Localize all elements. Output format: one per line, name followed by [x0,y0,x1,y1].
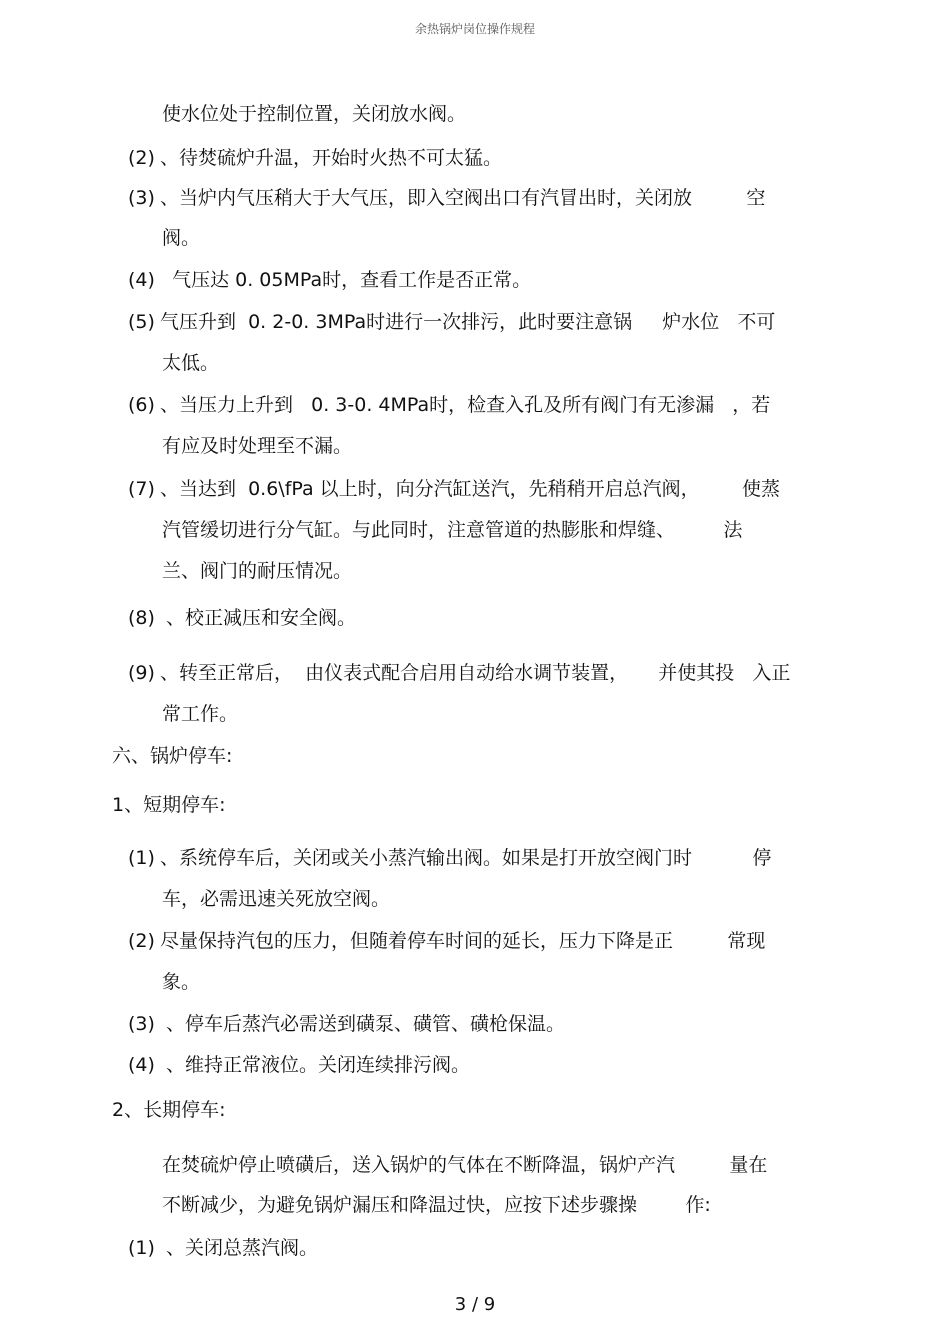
item-text: 、系统停车后，关闭或关小蒸汽输出阀。如果是打开放空阀门时 停 [160,847,772,869]
item-number: (3) [128,1013,155,1035]
item-text: 尽量保持汽包的压力，但随着停车时间的延长，压力下降是正 常现 [160,930,766,952]
line-text: 不断减少，为避免锅炉漏压和降温过快，应按下述步骤操 作: [162,1194,711,1216]
item-number: (7) [128,478,155,500]
line-text: 太低。 [162,352,220,374]
item-text: 气压达 0. 05MPa时，查看工作是否正常。 [160,269,532,291]
item-text: 、维持正常液位。关闭连续排污阀。 [160,1054,471,1076]
item-text: 、当达到 0.6\fPa 以上时，向分汽缸送汽，先稍稍开启总汽阀， 使蒸 [160,478,780,500]
line-text: 使水位处于控制位置，关闭放水阀。 [162,103,467,125]
item-text: 、待焚硫炉升温，开始时火热不可太猛。 [160,147,503,169]
item-text: 、校正减压和安全阀。 [160,607,357,629]
line-text: 汽管缓切进行分气缸。与此同时，注意管道的热膨胀和焊缝、 法 [162,519,743,541]
heading-text: 2、长期停车: [112,1099,226,1121]
item-number: (3) [128,187,155,209]
line-text: 阀。 [162,227,201,249]
item-number: (4) [128,1054,155,1076]
item-text: 、停车后蒸汽必需送到磺泵、磺管、磺枪保温。 [160,1013,566,1035]
heading-text: 六、锅炉停车: [112,745,233,767]
item-text: 、当压力上升到 0. 3-0. 4MPa时，检查入孔及所有阀门有无渗漏 ，若 [160,394,771,416]
item-number: (1) [128,1237,155,1259]
line-text: 象。 [162,971,201,993]
item-text: 、关闭总蒸汽阀。 [160,1237,319,1259]
page-number: 3 / 9 [454,1294,496,1315]
item-text: 气压升到 0. 2-0. 3MPa时进行一次排污，此时要注意锅 炉水位 不可 [160,311,776,333]
item-number: (8) [128,607,155,629]
line-text: 在焚硫炉停止喷磺后，送入锅炉的气体在不断降温，锅炉产汽 量在 [162,1154,768,1176]
item-number: (9) [128,662,155,684]
line-text: 常工作。 [162,703,239,725]
item-number: (4) [128,269,155,291]
page-header: 余热锅炉岗位操作规程 [414,22,535,36]
item-text: 、当炉内气压稍大于大气压，即入空阀出口有汽冒出时，关闭放 空 [160,187,766,209]
item-number: (2) [128,147,155,169]
line-text: 兰、阀门的耐压情况。 [162,560,353,582]
item-text: 、转至正常后， 由仪表式配合启用自动给水调节装置， 并使其投 入正 [160,662,791,684]
line-text: 车，必需迅速关死放空阀。 [162,888,391,910]
item-number: (6) [128,394,155,416]
heading-text: 1、短期停车: [112,794,226,816]
item-number: (1) [128,847,155,869]
item-number: (2) [128,930,155,952]
item-number: (5) [128,311,155,333]
line-text: 有应及时处理至不漏。 [162,435,353,457]
